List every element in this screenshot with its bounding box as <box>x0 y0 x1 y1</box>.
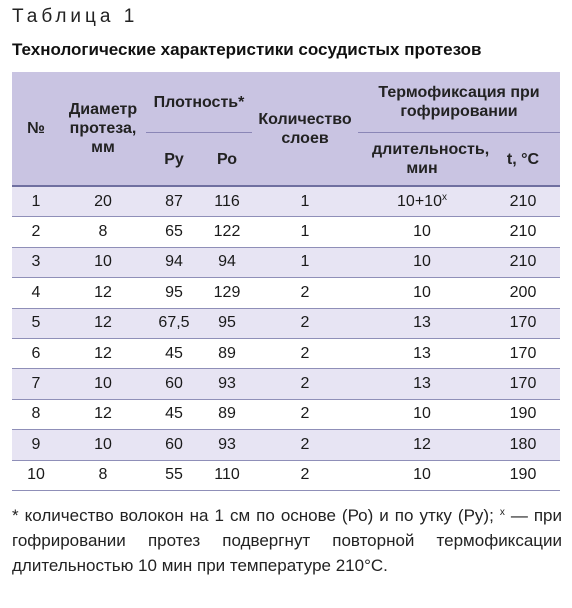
cell-temperature-value: 190 <box>509 466 537 484</box>
cell-diameter-value: 12 <box>94 314 112 332</box>
cell-temperature-value: 170 <box>509 314 537 332</box>
cell-ru <box>146 186 202 217</box>
cell-ro-value: 129 <box>213 283 241 301</box>
cell-duration <box>358 430 486 460</box>
cell-ru <box>146 278 202 308</box>
cell-temperature-value: 190 <box>509 405 537 423</box>
table-row <box>12 460 560 490</box>
cell-ro <box>202 430 252 460</box>
cell-temperature <box>486 186 560 217</box>
cell-temperature <box>486 217 560 247</box>
cell-ru-value: 55 <box>165 466 183 484</box>
header-ru: Ру <box>146 133 202 187</box>
header-layers: Количество слоев <box>252 72 358 186</box>
cell-ro-value: 94 <box>218 253 236 271</box>
cell-duration <box>358 247 486 277</box>
cell-diameter <box>60 460 146 490</box>
cell-layers <box>252 399 358 429</box>
cell-ro-value: 93 <box>218 375 236 393</box>
cell-diameter <box>60 278 146 308</box>
data-table <box>12 72 560 491</box>
cell-temperature <box>486 278 560 308</box>
cell-ro-value: 89 <box>218 344 236 362</box>
cell-ru-value: 67,5 <box>158 314 190 332</box>
cell-duration-value: 10 <box>413 283 431 301</box>
table-body <box>12 186 560 490</box>
cell-diameter <box>60 308 146 338</box>
cell-diameter-value: 20 <box>94 192 112 210</box>
cell-diameter-value: 12 <box>94 344 112 362</box>
cell-number-value: 10 <box>27 466 45 484</box>
table-row <box>12 369 560 399</box>
table-container <box>12 72 560 491</box>
table-header <box>12 72 560 186</box>
cell-layers-value: 1 <box>300 253 310 271</box>
cell-temperature-value: 170 <box>509 344 537 362</box>
cell-duration-value: 12 <box>413 435 431 453</box>
cell-layers <box>252 217 358 247</box>
cell-temperature <box>486 399 560 429</box>
cell-ru-value: 94 <box>165 253 183 271</box>
cell-number-value: 3 <box>31 253 41 271</box>
cell-number <box>12 308 60 338</box>
table-row <box>12 399 560 429</box>
cell-ru <box>146 308 202 338</box>
cell-diameter-value: 10 <box>94 253 112 271</box>
cell-duration-value: 13 <box>413 344 431 362</box>
cell-duration-value: 10 <box>413 405 431 423</box>
cell-ru <box>146 430 202 460</box>
cell-diameter <box>60 338 146 368</box>
cell-number-value: 7 <box>31 375 41 393</box>
cell-number <box>12 278 60 308</box>
cell-ro <box>202 308 252 338</box>
cell-duration <box>358 308 486 338</box>
cell-ro <box>202 399 252 429</box>
cell-layers <box>252 186 358 217</box>
cell-ro <box>202 369 252 399</box>
cell-duration-value: 13 <box>413 375 431 393</box>
cell-number-value: 6 <box>31 344 41 362</box>
cell-number <box>12 186 60 217</box>
cell-ro <box>202 217 252 247</box>
table-row <box>12 430 560 460</box>
cell-temperature-value: 170 <box>509 375 537 393</box>
cell-layers-value: 1 <box>300 223 310 241</box>
cell-number-value: 9 <box>31 435 41 453</box>
cell-number <box>12 430 60 460</box>
table-row <box>12 186 560 217</box>
cell-duration-value: 10 <box>413 466 431 484</box>
cell-ro <box>202 186 252 217</box>
cell-diameter-value: 8 <box>98 466 108 484</box>
cell-layers <box>252 369 358 399</box>
cell-ru-value: 65 <box>165 223 183 241</box>
cell-ru-value: 87 <box>165 192 183 210</box>
cell-temperature <box>486 369 560 399</box>
table-caption: Таблица 1 <box>12 6 139 27</box>
header-density: Плотность* <box>146 72 252 133</box>
header-diameter: Диаметр протеза, мм <box>60 72 146 186</box>
cell-duration <box>358 186 486 217</box>
footnote-text-2: — при гофрировании протез подвергнут повторной термофиксации длительностью 10 мин при температуре 210°С. <box>12 506 562 575</box>
cell-layers-value: 2 <box>300 435 310 453</box>
cell-duration <box>358 338 486 368</box>
table-row <box>12 247 560 277</box>
cell-ro <box>202 247 252 277</box>
cell-ru <box>146 247 202 277</box>
cell-ru <box>146 338 202 368</box>
cell-ro-value: 122 <box>213 223 241 241</box>
cell-layers <box>252 460 358 490</box>
cell-number <box>12 247 60 277</box>
cell-diameter <box>60 247 146 277</box>
cell-diameter-value: 10 <box>94 435 112 453</box>
cell-layers <box>252 247 358 277</box>
cell-temperature <box>486 308 560 338</box>
cell-duration <box>358 369 486 399</box>
cell-number <box>12 369 60 399</box>
cell-layers <box>252 278 358 308</box>
cell-temperature <box>486 338 560 368</box>
cell-ru <box>146 460 202 490</box>
table-row <box>12 338 560 368</box>
cell-diameter <box>60 369 146 399</box>
header-temperature: t, °C <box>486 133 560 187</box>
cell-number-value: 8 <box>31 405 41 423</box>
cell-ro-value: 89 <box>218 405 236 423</box>
header-duration: длительность, мин <box>358 133 486 187</box>
cell-duration-value: 10 <box>413 253 431 271</box>
cell-duration <box>358 278 486 308</box>
cell-number-value: 4 <box>31 283 41 301</box>
cell-layers-value: 2 <box>300 375 310 393</box>
cell-temperature <box>486 460 560 490</box>
cell-diameter <box>60 430 146 460</box>
cell-temperature <box>486 430 560 460</box>
cell-number <box>12 338 60 368</box>
footnote-text-1: * количество волокон на 1 см по основе (Ро) и по утку (Ру); <box>12 506 500 525</box>
table-title: Технологические характеристики сосудистых протезов <box>12 40 482 59</box>
cell-number-value: 5 <box>31 314 41 332</box>
cell-temperature-value: 210 <box>509 192 537 210</box>
cell-number <box>12 460 60 490</box>
cell-duration <box>358 217 486 247</box>
cell-layers-value: 2 <box>300 314 310 332</box>
cell-layers <box>252 338 358 368</box>
cell-diameter-value: 8 <box>98 223 108 241</box>
cell-diameter <box>60 217 146 247</box>
cell-duration-value: 10 <box>413 223 431 241</box>
cell-temperature <box>486 247 560 277</box>
cell-ru-value: 45 <box>165 344 183 362</box>
cell-ru-value: 95 <box>165 283 183 301</box>
footnote-marker: х <box>499 507 505 518</box>
cell-number-value: 1 <box>31 192 41 210</box>
duration-marker: х <box>441 192 447 204</box>
cell-ru-value: 60 <box>165 435 183 453</box>
cell-temperature-value: 200 <box>509 283 537 301</box>
cell-number-value: 2 <box>31 223 41 241</box>
cell-ru <box>146 369 202 399</box>
header-number: № <box>12 72 60 186</box>
cell-ro-value: 93 <box>218 435 236 453</box>
cell-duration <box>358 460 486 490</box>
cell-ro-value: 110 <box>214 466 240 484</box>
cell-ro-value: 116 <box>214 192 240 210</box>
cell-layers <box>252 308 358 338</box>
cell-temperature-value: 210 <box>509 223 537 241</box>
cell-ro-value: 95 <box>218 314 236 332</box>
cell-diameter-value: 12 <box>94 283 112 301</box>
cell-ru <box>146 399 202 429</box>
header-thermofixation: Термофиксация при гофрировании <box>358 72 560 133</box>
cell-diameter <box>60 186 146 217</box>
cell-ru-value: 60 <box>165 375 183 393</box>
cell-number <box>12 399 60 429</box>
table-footnote <box>12 500 562 578</box>
table-row <box>12 308 560 338</box>
cell-temperature-value: 210 <box>509 253 537 271</box>
table-row <box>12 217 560 247</box>
cell-layers <box>252 430 358 460</box>
cell-layers-value: 2 <box>300 466 310 484</box>
cell-duration <box>358 399 486 429</box>
cell-number <box>12 217 60 247</box>
cell-temperature-value: 180 <box>509 435 537 453</box>
cell-ru-value: 45 <box>165 405 183 423</box>
cell-duration-value: 10+10 <box>397 193 442 211</box>
header-ro: Ро <box>202 133 252 187</box>
cell-ro <box>202 338 252 368</box>
cell-ro <box>202 278 252 308</box>
cell-layers-value: 1 <box>300 192 310 210</box>
cell-diameter-value: 10 <box>94 375 112 393</box>
cell-layers-value: 2 <box>300 405 310 423</box>
cell-duration-value: 13 <box>413 314 431 332</box>
cell-diameter-value: 12 <box>94 405 112 423</box>
cell-layers-value: 2 <box>300 283 310 301</box>
table-row <box>12 278 560 308</box>
cell-ro <box>202 460 252 490</box>
cell-layers-value: 2 <box>300 344 310 362</box>
cell-ru <box>146 217 202 247</box>
cell-diameter <box>60 399 146 429</box>
